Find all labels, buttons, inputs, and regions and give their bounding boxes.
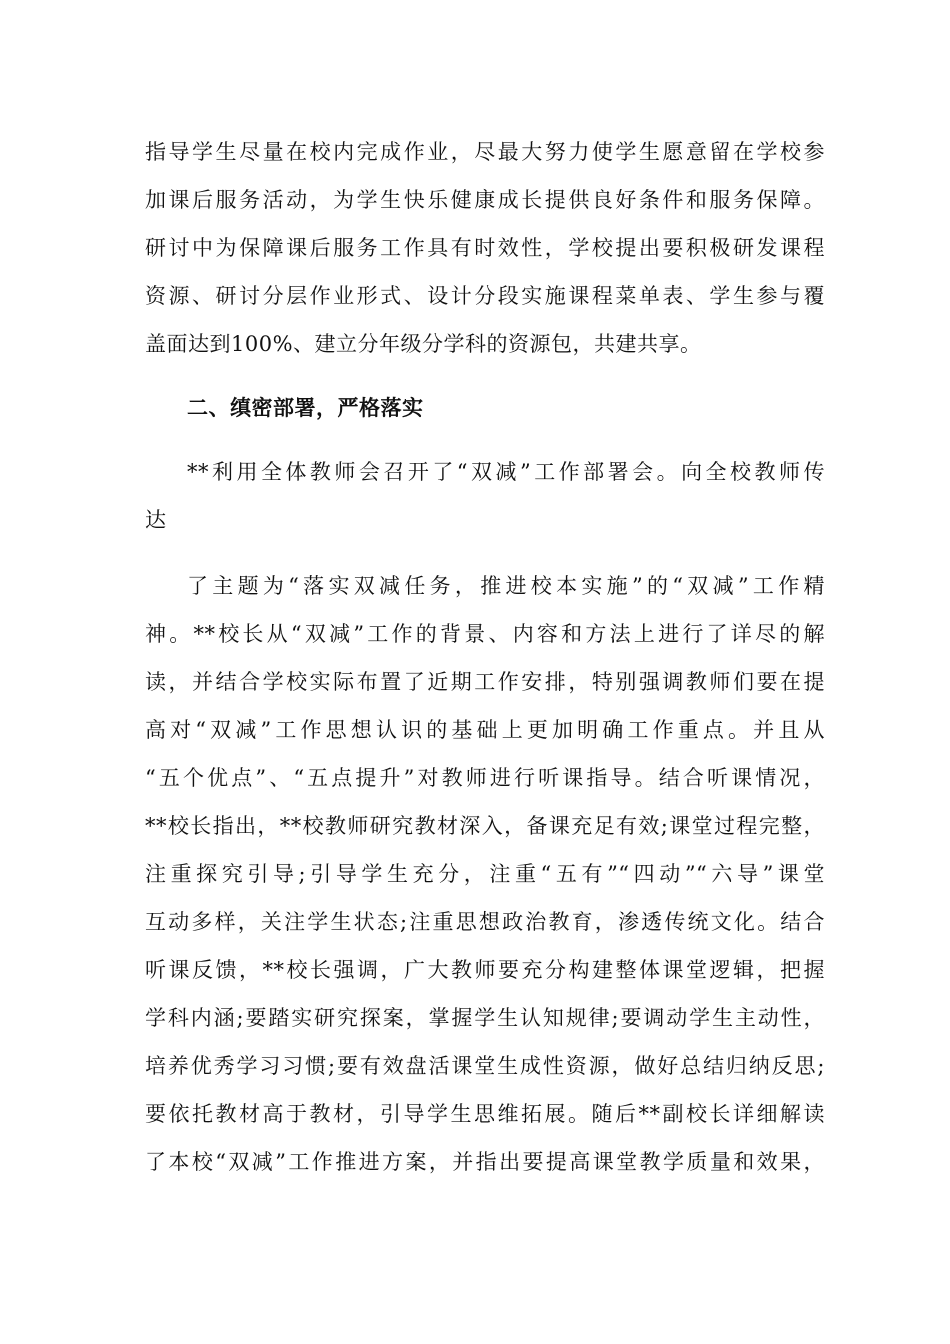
text-line: 高对“双减”工作思想认识的基础上更加明确工作重点。并且从 (145, 718, 825, 742)
text-line: 要依托教材高于教材，引导学生思维拓展。随后**副校长详细解读 (145, 1102, 825, 1126)
text-line: 注重探究引导;引导学生充分，注重“五有”“四动”“六导”课堂 (145, 862, 825, 886)
text-line: **利用全体教师会召开了“双减”工作部署会。向全校教师传 (187, 460, 825, 484)
text-line: 学科内涵;要踏实研究探案，掌握学生认知规律;要调动学生主动性， (145, 1006, 825, 1030)
text-line: 加课后服务活动，为学生快乐健康成长提供良好条件和服务保障。 (145, 188, 825, 212)
text-line: 听课反馈，**校长强调，广大教师要充分构建整体课堂逻辑，把握 (145, 958, 825, 982)
text-line: **校长指出，**校教师研究教材深入，备课充足有效;课堂过程完整， (145, 814, 825, 838)
text-line: 资源、研讨分层作业形式、设计分段实施课程菜单表、学生参与覆 (145, 284, 825, 308)
text-line: 了主题为“落实双减任务，推进校本实施”的“双减”工作精 (187, 574, 825, 598)
document-page (145, 128, 825, 1186)
text-line: 研讨中为保障课后服务工作具有时效性，学校提出要积极研发课程 (145, 236, 825, 260)
text-line: 盖面达到100%、建立分年级分学科的资源包，共建共享。 (145, 332, 702, 356)
text-line: 培养优秀学习习惯;要有效盘活课堂生成性资源，做好总结归纳反思; (145, 1054, 825, 1078)
text-line: 互动多样，关注学生状态;注重思想政治教育，渗透传统文化。结合 (145, 910, 825, 934)
paragraph-gap (145, 544, 825, 562)
text-line: 了本校“双减”工作推进方案，并指出要提高课堂教学质量和效果， (145, 1150, 825, 1174)
paragraph-deployment-meeting (145, 448, 825, 544)
paragraph-principal-guidance (145, 562, 825, 1186)
paragraph-after-school-service (145, 128, 825, 368)
text-line: 达 (145, 508, 167, 532)
text-line: 读，并结合学校实际布置了近期工作安排，特别强调教师们要在提 (145, 670, 825, 694)
text-line: “五个优点”、“五点提升”对教师进行听课指导。结合听课情况， (145, 766, 825, 790)
text-line: 神。**校长从“双减”工作的背景、内容和方法上进行了详尽的解 (145, 622, 825, 646)
section-heading: 二、缜密部署，严格落实 (187, 395, 424, 420)
text-line: 指导学生尽量在校内完成作业，尽最大努力使学生愿意留在学校参 (145, 140, 825, 164)
